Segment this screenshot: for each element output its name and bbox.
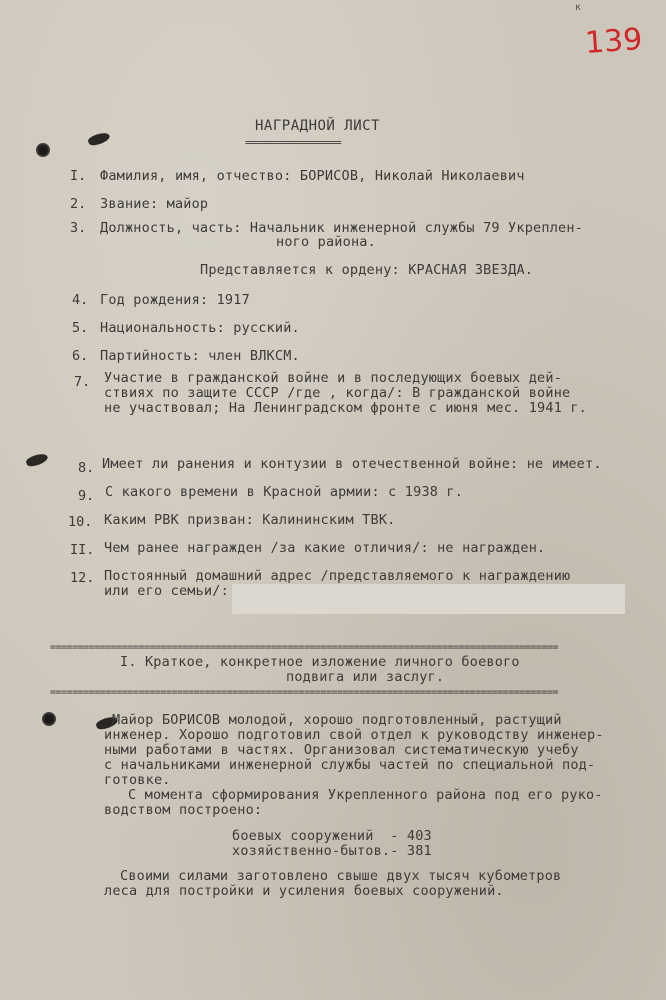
item-text-continued: ствиях по защите СССР /где , когда/: В гражданской войне: [104, 385, 571, 401]
item-text: С какого времени в Красной армии: с 1938 г.: [105, 484, 464, 500]
body-line: С момента сформирования Укрепленного района под его руко-: [128, 787, 603, 803]
ink-blot-icon: [87, 131, 111, 148]
archive-page-number: 139: [583, 22, 644, 61]
stats-line: боевых сооружений - 403: [232, 828, 432, 844]
title-underline: =================: [245, 136, 341, 149]
body-line: ными работами в частях. Организовал систематическую учебу: [104, 742, 579, 758]
item-number: 10.: [68, 514, 93, 530]
item-number: 8.: [78, 460, 95, 476]
section-heading: I. Краткое, конкретное изложение личного боевого: [120, 654, 520, 670]
item-number: 5.: [72, 320, 89, 336]
item-text-continued: или его семьи/:: [104, 583, 229, 599]
item-number: 12.: [70, 570, 95, 586]
item-text: Звание: майор: [100, 196, 209, 212]
item-number: 4.: [72, 292, 89, 308]
item-text: Каким РВК призван: Калининским ТВК.: [104, 512, 396, 528]
item-text: Имеет ли ранения и контузии в отечественной войне: не имеет.: [102, 456, 602, 472]
separator-line: ============================================================================================: [50, 642, 558, 653]
item-number: II.: [70, 542, 95, 558]
item-text: Национальность: русский.: [100, 320, 300, 336]
document-title: НАГРАДНОЙ ЛИСТ: [255, 118, 381, 134]
body-line: леса для постройки и усиления боевых сооружений.: [104, 883, 504, 899]
punch-hole-icon: [36, 143, 50, 157]
stats-line: хозяйственно-бытов.- 381: [232, 843, 432, 859]
award-line: Представляется к ордену: КРАСНАЯ ЗВЕЗДА.: [200, 262, 534, 278]
item-number: 9.: [78, 488, 95, 504]
section-heading-continued: подвига или заслуг.: [286, 669, 445, 685]
item-text: Должность, часть: Начальник инженерной службы 79 Укреплен-: [100, 220, 584, 236]
corner-mark: к: [575, 2, 582, 13]
item-text: Участие в гражданской войне и в последующих боевых дей-: [104, 370, 563, 386]
body-line: с начальниками инженерной службы частей по специальной под-: [104, 757, 596, 773]
body-line: инженер. Хорошо подготовил свой отдел к руководству инженер-: [104, 727, 604, 743]
ink-blot-icon: [25, 452, 49, 469]
body-line: водством построено:: [104, 802, 263, 818]
body-line: Майор БОРИСОВ молодой, хорошо подготовленный, растущий: [112, 712, 562, 728]
item-number: 7.: [74, 374, 91, 390]
item-number: 2.: [70, 196, 87, 212]
item-number: 3.: [70, 220, 87, 236]
item-number: 6.: [72, 348, 89, 364]
redacted-address: [232, 584, 625, 614]
item-text: Чем ранее награжден /за какие отличия/: не награжден.: [104, 540, 546, 556]
item-text: Партийность: член ВЛКСМ.: [100, 348, 300, 364]
item-text-continued: не участвовал; На Ленинградском фронте с июня мес. 1941 г.: [104, 400, 588, 416]
body-line: Своими силами заготовлено свыше двух тысяч кубометров: [120, 868, 562, 884]
punch-hole-icon: [42, 712, 56, 726]
item-text: Постоянный домашний адрес /представляемого к награждению: [104, 568, 571, 584]
body-line: готовке.: [104, 772, 171, 788]
item-text: Фамилия, имя, отчество: БОРИСОВ, Николай Николаевич: [100, 168, 525, 184]
item-text-continued: ного района.: [276, 234, 376, 250]
item-number: I.: [70, 168, 87, 184]
item-text: Год рождения: 1917: [100, 292, 250, 308]
separator-line: ============================================================================================: [50, 687, 558, 698]
